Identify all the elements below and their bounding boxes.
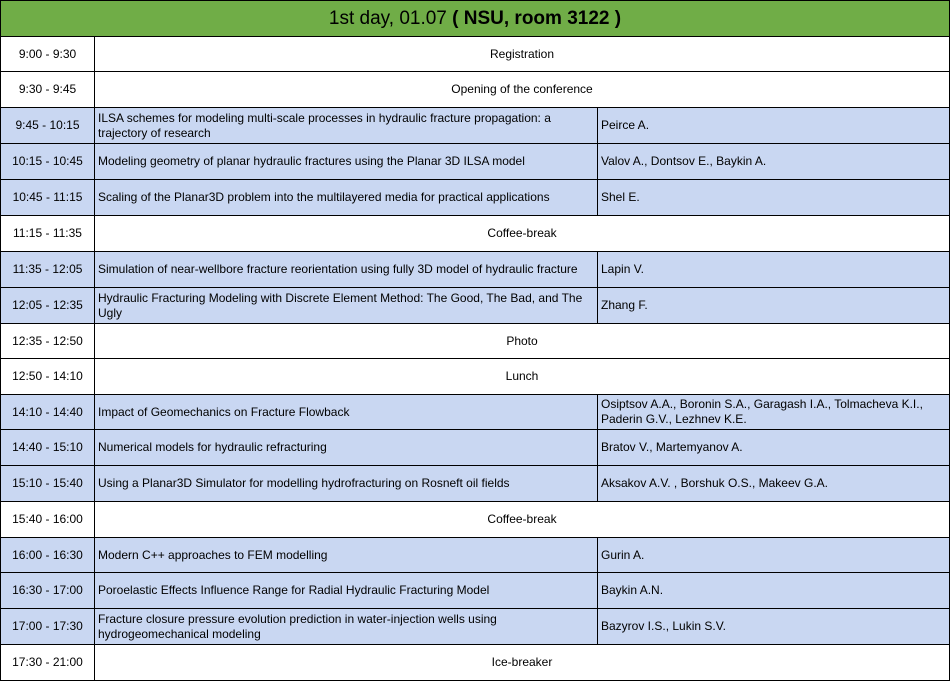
- event-cell: Registration: [95, 37, 950, 72]
- talk-title-cell: Fracture closure pressure evolution prediction in water-injection wells using hydrogeomechanical modeling: [95, 609, 598, 645]
- time-cell: 17:00 - 17:30: [1, 609, 95, 645]
- event-row: [1, 645, 950, 681]
- event-row: [1, 37, 950, 72]
- time-cell: 12:50 - 14:10: [1, 359, 95, 395]
- talk-row: [1, 466, 950, 502]
- talk-authors-cell: Shel E.: [598, 180, 950, 216]
- talk-title-cell: Modern C++ approaches to FEM modelling: [95, 538, 598, 573]
- time-cell: 14:10 - 14:40: [1, 395, 95, 430]
- time-cell: 9:45 - 10:15: [1, 108, 95, 144]
- talk-row: [1, 538, 950, 573]
- talk-authors-cell: Valov A., Dontsov E., Baykin A.: [598, 144, 950, 180]
- talk-row: [1, 609, 950, 645]
- talk-authors-cell: Bazyrov I.S., Lukin S.V.: [598, 609, 950, 645]
- day-title: [1, 1, 950, 37]
- talk-title-cell: Impact of Geomechanics on Fracture Flowback: [95, 395, 598, 430]
- event-row: [1, 324, 950, 359]
- time-cell: 12:35 - 12:50: [1, 324, 95, 359]
- talk-authors-cell: Osiptsov A.A., Boronin S.A., Garagash I.A., Tolmacheva K.I., Paderin G.V., Lezhnev K.E.: [598, 395, 950, 430]
- time-cell: 10:45 - 11:15: [1, 180, 95, 216]
- talk-authors-cell: Lapin V.: [598, 252, 950, 288]
- talk-authors-cell: Baykin A.N.: [598, 573, 950, 609]
- time-cell: 10:15 - 10:45: [1, 144, 95, 180]
- time-cell: 15:10 - 15:40: [1, 466, 95, 502]
- event-row: [1, 72, 950, 108]
- time-cell: 9:30 - 9:45: [1, 72, 95, 108]
- talk-row: [1, 108, 950, 144]
- talk-authors-cell: Peirce A.: [598, 108, 950, 144]
- talk-title-cell: Numerical models for hydraulic refracturing: [95, 430, 598, 466]
- time-cell: 17:30 - 21:00: [1, 645, 95, 681]
- talk-title-cell: Modeling geometry of planar hydraulic fractures using the Planar 3D ILSA model: [95, 144, 598, 180]
- day-title-venue: ( NSU, room 3122 ): [452, 8, 622, 29]
- talk-row: [1, 144, 950, 180]
- talk-authors-cell: Bratov V., Martemyanov A.: [598, 430, 950, 466]
- talk-title-cell: ILSA schemes for modeling multi-scale processes in hydraulic fracture propagation: a trajectory of research: [95, 108, 598, 144]
- time-cell: 15:40 - 16:00: [1, 502, 95, 538]
- time-cell: 12:05 - 12:35: [1, 288, 95, 324]
- event-cell: Opening of the conference: [95, 72, 950, 108]
- time-cell: 16:30 - 17:00: [1, 573, 95, 609]
- time-cell: 9:00 - 9:30: [1, 37, 95, 72]
- talk-authors-cell: Aksakov A.V. , Borshuk O.S., Makeev G.A.: [598, 466, 950, 502]
- event-cell: Photo: [95, 324, 950, 359]
- talk-title-cell: Scaling of the Planar3D problem into the multilayered media for practical applications: [95, 180, 598, 216]
- talk-row: [1, 180, 950, 216]
- time-cell: 11:15 - 11:35: [1, 216, 95, 252]
- event-cell: Coffee-break: [95, 216, 950, 252]
- time-cell: 11:35 - 12:05: [1, 252, 95, 288]
- day-title-date: 1st day, 01.07: [328, 8, 453, 29]
- event-cell: Ice-breaker: [95, 645, 950, 681]
- time-cell: 14:40 - 15:10: [1, 430, 95, 466]
- time-cell: 16:00 - 16:30: [1, 538, 95, 573]
- talk-title-cell: Hydraulic Fracturing Modeling with Discrete Element Method: The Good, The Bad, and The Ugly: [95, 288, 598, 324]
- talk-row: [1, 252, 950, 288]
- header-row: [1, 1, 950, 37]
- event-row: [1, 502, 950, 538]
- talk-title-cell: Using a Planar3D Simulator for modelling hydrofracturing on Rosneft oil fields: [95, 466, 598, 502]
- event-cell: Lunch: [95, 359, 950, 395]
- talk-row: [1, 288, 950, 324]
- talk-title-cell: Poroelastic Effects Influence Range for Radial Hydraulic Fracturing Model: [95, 573, 598, 609]
- event-row: [1, 216, 950, 252]
- talk-authors-cell: Zhang F.: [598, 288, 950, 324]
- event-cell: Coffee-break: [95, 502, 950, 538]
- talk-title-cell: Simulation of near-wellbore fracture reorientation using fully 3D model of hydraulic fracture: [95, 252, 598, 288]
- event-row: [1, 359, 950, 395]
- talk-authors-cell: Gurin A.: [598, 538, 950, 573]
- talk-row: [1, 395, 950, 430]
- talk-row: [1, 573, 950, 609]
- talk-row: [1, 430, 950, 466]
